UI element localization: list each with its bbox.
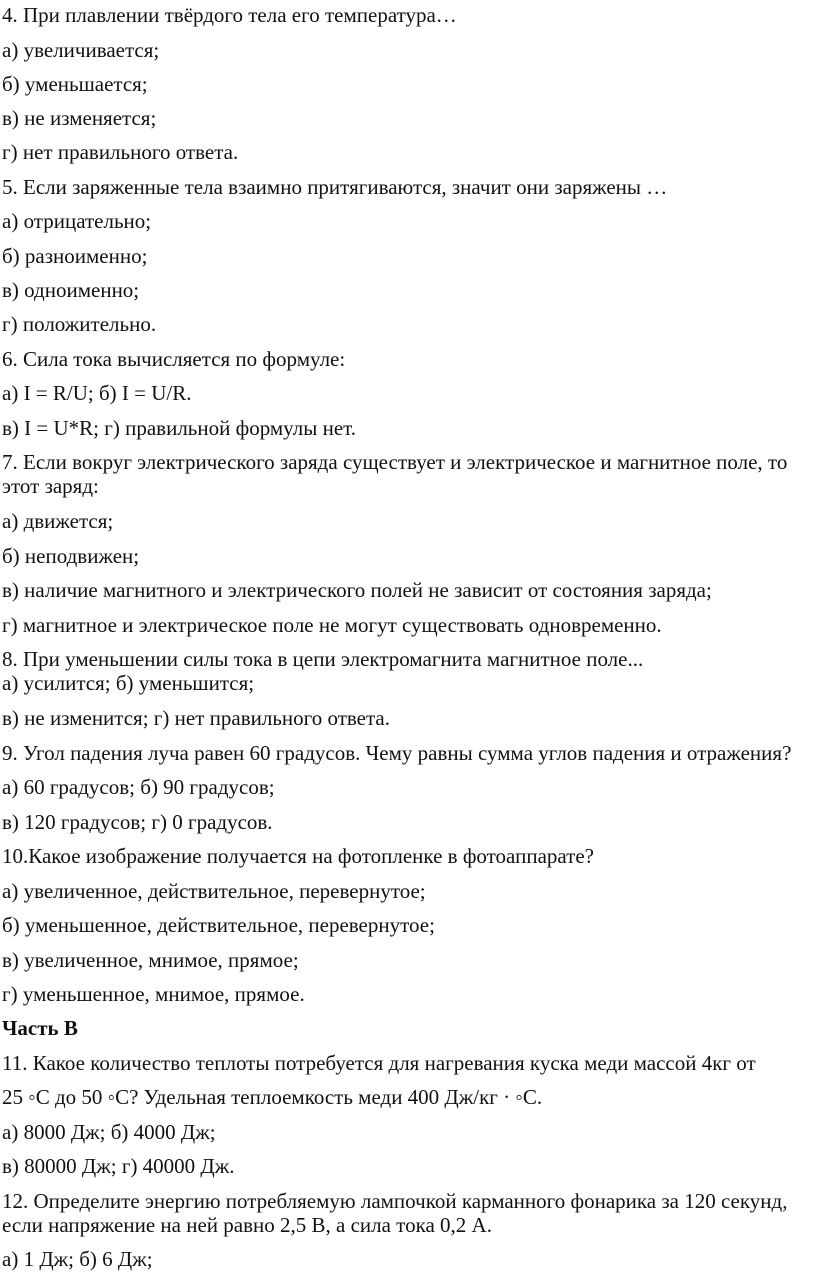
question-4-option-b: б) уменьшается; — [2, 72, 148, 96]
section-heading-part-b: Часть В — [2, 1016, 78, 1040]
question-11-options-ab: а) 8000 Дж; б) 4000 Дж; — [2, 1120, 216, 1144]
question-10-option-a: а) увеличенное, действительное, перевернутое; — [2, 879, 426, 903]
question-5-option-a: а) отрицательно; — [2, 209, 152, 233]
question-5-option-c: в) одноименно; — [2, 278, 140, 302]
question-6-text: 6. Сила тока вычисляется по формуле: — [2, 347, 346, 371]
question-10-option-b: б) уменьшенное, действительное, перевернутое; — [2, 913, 435, 937]
question-10-option-d: г) уменьшенное, мнимое, прямое. — [2, 982, 305, 1006]
question-9-text: 9. Угол падения луча равен 60 градусов. Чему равны сумма углов падения и отражения? — [2, 741, 792, 765]
question-7-text-cont: этот заряд: — [2, 474, 99, 498]
question-11-text-cont: 25 ◦С до 50 ◦С? Удельная теплоемкость меди 400 Дж/кг · ◦С. — [2, 1085, 543, 1109]
question-7-option-b: б) неподвижен; — [2, 544, 140, 568]
question-7-option-c: в) наличие магнитного и электрического полей не зависит от состояния заряда; — [2, 578, 712, 602]
question-4-option-a: а) увеличивается; — [2, 38, 160, 62]
question-8-text: 8. При уменьшении силы тока в цепи электромагнита магнитное поле... — [2, 647, 644, 671]
question-4-option-c: в) не изменяется; — [2, 106, 157, 130]
question-9-options-ab: а) 60 градусов; б) 90 градусов; — [2, 775, 275, 799]
question-10-text: 10.Какое изображение получается на фотопленке в фотоаппарате? — [2, 844, 594, 868]
question-5-option-b: б) разноименно; — [2, 244, 148, 268]
question-7-option-a: а) движется; — [2, 509, 114, 533]
question-4-text: 4. При плавлении твёрдого тела его температура… — [2, 3, 457, 27]
question-5-option-d: г) положительно. — [2, 312, 157, 336]
question-9-options-cd: в) 120 градусов; г) 0 градусов. — [2, 810, 273, 834]
question-6-options-ab: а) I = R/U; б) I = U/R. — [2, 381, 192, 405]
question-12-options-ab: а) 1 Дж; б) 6 Дж; — [2, 1247, 153, 1271]
question-10-option-c: в) увеличенное, мнимое, прямое; — [2, 948, 299, 972]
question-12-text: 12. Определите энергию потребляемую лампочкой карманного фонарика за 120 секунд, — [2, 1189, 788, 1213]
question-11-options-cd: в) 80000 Дж; г) 40000 Дж. — [2, 1154, 235, 1178]
question-7-text: 7. Если вокруг электрического заряда существует и электрическое и магнитное поле, то — [2, 450, 788, 474]
question-12-text-cont: если напряжение на ней равно 2,5 В, а сила тока 0,2 А. — [2, 1213, 492, 1237]
question-11-text: 11. Какое количество теплоты потребуется для нагревания куска меди массой 4кг от — [2, 1051, 756, 1075]
question-8-options-cd: в) не изменится; г) нет правильного ответа. — [2, 706, 390, 730]
question-6-options-cd: в) I = U*R; г) правильной формулы нет. — [2, 416, 357, 440]
question-5-text: 5. Если заряженные тела взаимно притягиваются, значит они заряжены … — [2, 175, 668, 199]
question-7-option-d: г) магнитное и электрическое поле не могут существовать одновременно. — [2, 613, 662, 637]
question-4-option-d: г) нет правильного ответа. — [2, 140, 239, 164]
question-8-options-ab: а) усилится; б) уменьшится; — [2, 671, 255, 695]
